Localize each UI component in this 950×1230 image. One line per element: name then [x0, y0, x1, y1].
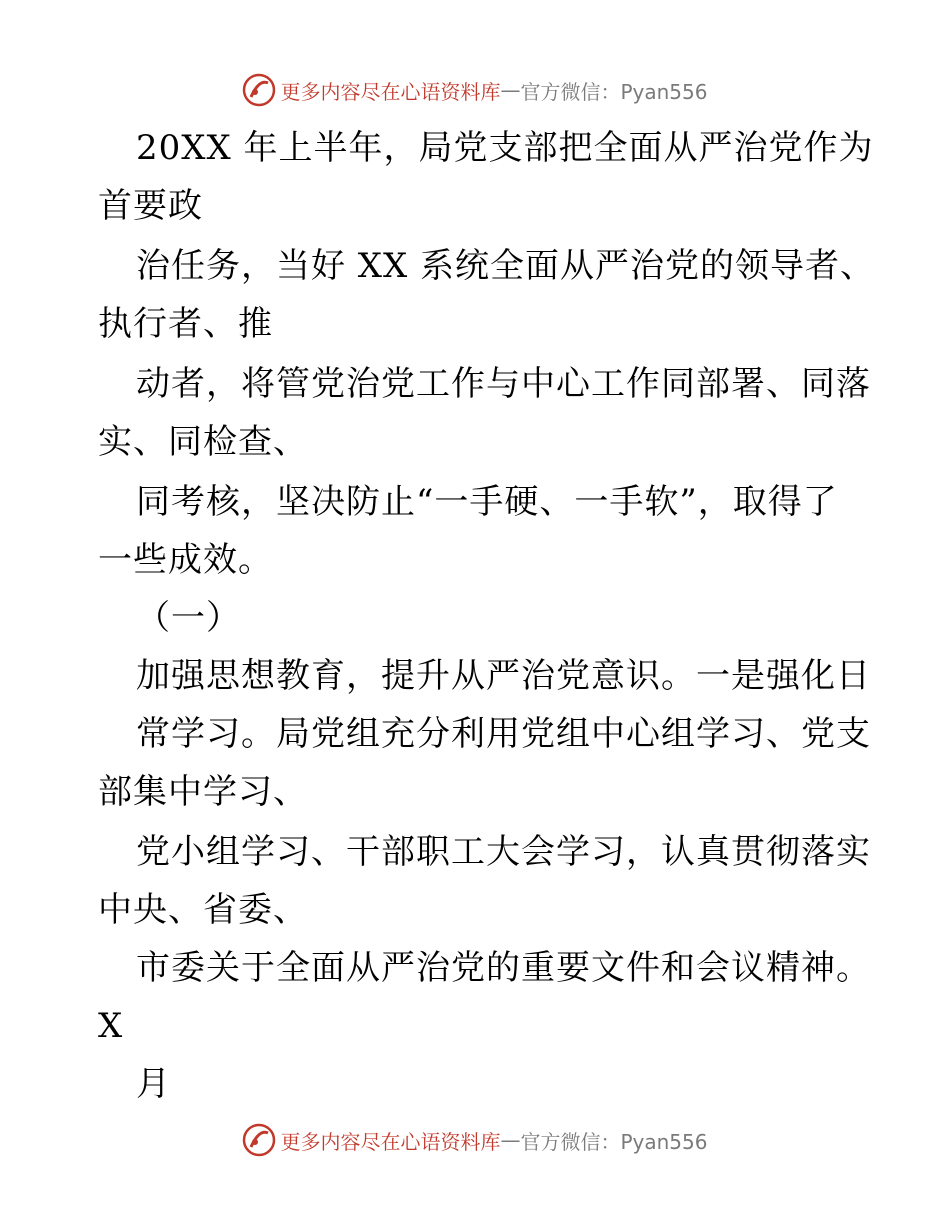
footer-banner [0, 1118, 950, 1162]
document-line: 实、同检查、 [98, 422, 308, 462]
footer-brand-text: 更多内容尽在心语资料库 [280, 1129, 501, 1154]
document-line: 部集中学习、 [98, 772, 308, 812]
document-line: 动者，将管党治党工作与中心工作同部署、同落 [136, 364, 871, 404]
header-banner [0, 68, 950, 112]
document-line: 一些成效。 [98, 540, 273, 580]
brand-logo-icon [242, 73, 276, 107]
document-line: 月 [136, 1064, 171, 1104]
document-line: 执行者、推 [98, 304, 273, 344]
header-separator: — [500, 78, 521, 102]
document-line: 20XX 年上半年，局党支部把全面从严治党作为 [136, 128, 874, 168]
document-line: 常学习。局党组充分利用党组中心组学习、党支 [136, 714, 871, 754]
header-contact-text: 官方微信：Pyan556 [520, 79, 708, 104]
header-brand-text: 更多内容尽在心语资料库 [280, 79, 501, 104]
document-line: 治任务，当好 XX 系统全面从严治党的领导者、 [136, 246, 876, 286]
document-line: 党小组学习、干部职工大会学习，认真贯彻落实 [136, 832, 871, 872]
document-line: X [98, 1006, 124, 1046]
document-line: 加强思想教育，提升从严治党意识。一是强化日 [136, 656, 871, 696]
footer-separator: — [500, 1128, 521, 1152]
document-line: 中央、省委、 [98, 890, 308, 930]
document-line: 市委关于全面从严治党的重要文件和会议精神。 [136, 948, 871, 988]
footer-contact-text: 官方微信：Pyan556 [520, 1129, 708, 1154]
section-heading: （一） [136, 598, 241, 638]
document-line: 同考核，坚决防止“一手硬、一手软”，取得了 [136, 482, 838, 522]
brand-logo-icon [242, 1123, 276, 1157]
document-line: 首要政 [98, 186, 203, 226]
